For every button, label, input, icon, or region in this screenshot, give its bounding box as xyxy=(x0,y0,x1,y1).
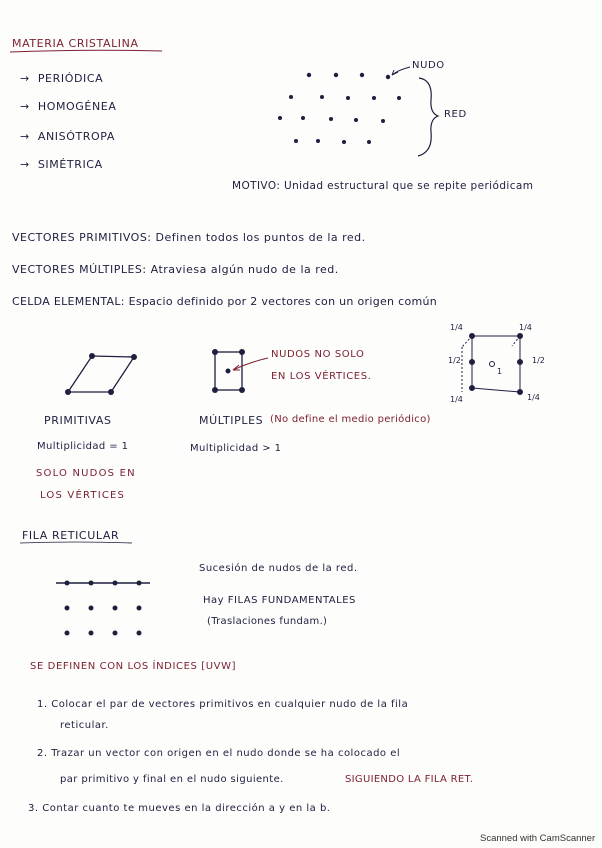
step-1-continued: reticular. xyxy=(60,720,109,731)
multiple-cell-annotation: EN LOS VÉRTICES. xyxy=(271,371,372,382)
step-2-highlight: SIGUIENDO LA FILA RET. xyxy=(345,774,474,785)
indices-heading: SE DEFINEN CON LOS ÍNDICES [UVW] xyxy=(30,661,237,672)
lattice-node xyxy=(289,95,293,99)
lattice-node xyxy=(294,139,298,143)
lattice-node xyxy=(346,96,350,100)
arrow-icon: → xyxy=(20,158,30,171)
annotation-arrow xyxy=(233,358,268,370)
solo-nudos-note: LOS VÉRTICES xyxy=(40,490,126,501)
step-1: 1. Colocar el par de vectores primitivos en cualquier nudo de la fila xyxy=(37,699,409,710)
lattice-node xyxy=(334,73,338,77)
solo-nudos-note: SOLO NUDOS EN xyxy=(36,468,136,479)
lattice-node xyxy=(354,118,358,122)
fraction-label: 1/4 xyxy=(527,393,540,402)
lattice-node xyxy=(307,73,311,77)
lattice-node xyxy=(278,116,282,120)
arrow-icon: → xyxy=(20,100,30,113)
net-label: RED xyxy=(444,109,467,120)
lattice-node xyxy=(397,96,401,100)
lattice-node xyxy=(342,140,346,144)
fila-reticular-heading: FILA RETICULAR xyxy=(22,529,120,542)
multiple-cell xyxy=(212,349,245,393)
arrow-icon: → xyxy=(20,130,30,143)
multiplicity-multiple: Multiplicidad > 1 xyxy=(190,443,282,454)
unit-cell-3d xyxy=(462,334,523,395)
arrow-icon: → xyxy=(20,72,30,85)
lattice-node xyxy=(320,95,324,99)
fraction-label: 1 xyxy=(497,367,503,376)
primitive-cell xyxy=(65,353,137,395)
multiples-label: MÚLTIPLES xyxy=(199,414,264,427)
primitivas-label: PRIMITIVAS xyxy=(44,414,112,427)
vectores-multiples-definition: VECTORES MÚLTIPLES: Atraviesa algún nudo de la red. xyxy=(12,263,339,276)
property-item: → ANISÓTROPA xyxy=(20,130,115,143)
traslaciones-fundamentales: (Traslaciones fundam.) xyxy=(207,616,328,627)
property-item: → PERIÓDICA xyxy=(20,72,104,85)
property-item: → SIMÉTRICA xyxy=(20,158,103,171)
step-3: 3. Contar cuanto te mueves en la dirección a y en la b. xyxy=(28,803,331,814)
fraction-label: 1/4 xyxy=(450,323,463,332)
title-underline xyxy=(10,50,162,52)
motivo-definition: MOTIVO: Unidad estructural que se repite periódicam xyxy=(232,180,534,192)
step-2: 2. Trazar un vector con origen en el nudo donde se ha colocado el xyxy=(37,748,401,759)
page-title: MATERIA CRISTALINA xyxy=(12,37,139,50)
lattice-node xyxy=(360,73,364,77)
vectores-primitivos-definition: VECTORES PRIMITIVOS: Definen todos los puntos de la red. xyxy=(12,231,366,244)
multiplicity-primitive: Multiplicidad = 1 xyxy=(37,441,129,452)
lattice-node xyxy=(301,116,305,120)
fila-definition: Sucesión de nudos de la red. xyxy=(199,563,358,574)
multiple-cell-annotation: NUDOS NO SOLO xyxy=(271,349,365,360)
filas-fundamentales: Hay FILAS FUNDAMENTALES xyxy=(203,595,356,606)
scanner-footer: Scanned with CamScanner xyxy=(480,833,596,844)
lattice-node xyxy=(372,96,376,100)
multiples-note: (No define el medio periódico) xyxy=(270,414,431,425)
fraction-label: 1/4 xyxy=(519,323,532,332)
fraction-label: 1/4 xyxy=(450,395,463,404)
lattice-node xyxy=(386,75,390,79)
lattice-diagram xyxy=(278,73,401,144)
step-2-continued: par primitivo y final en el nudo siguiente. xyxy=(60,774,284,785)
celda-elemental-definition: CELDA ELEMENTAL: Espacio definido por 2 vectores con un origen común xyxy=(12,295,438,308)
lattice-node xyxy=(381,119,385,123)
fila-reticular-diagram xyxy=(56,581,150,636)
red-brace xyxy=(418,78,438,156)
lattice-node xyxy=(367,140,371,144)
lattice-node xyxy=(316,139,320,143)
lattice-node xyxy=(329,117,333,121)
fraction-label: 1/2 xyxy=(532,356,545,365)
fraction-label: 1/2 xyxy=(448,356,461,365)
node-label: NUDO xyxy=(412,60,445,71)
property-item: → HOMOGÉNEA xyxy=(20,100,117,113)
